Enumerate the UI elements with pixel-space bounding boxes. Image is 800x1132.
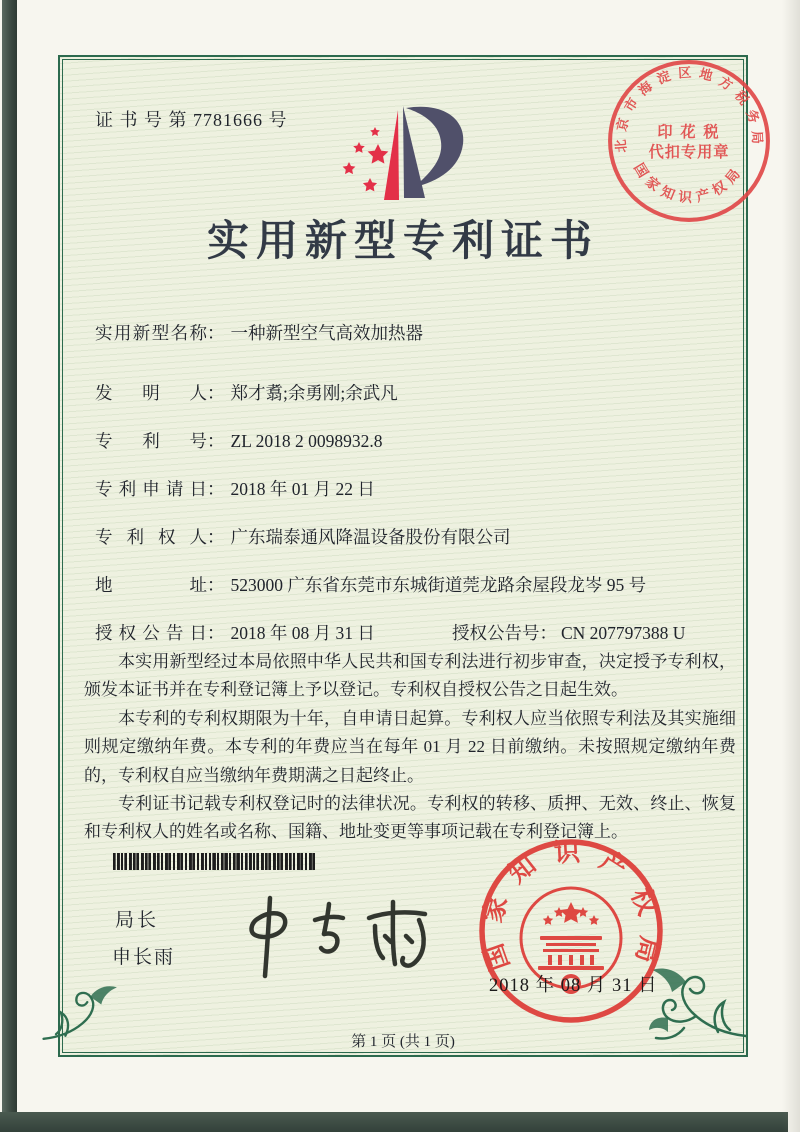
field-label: 专利权人 [95,527,207,547]
field-value: 523000 广东省东莞市东城街道莞龙路余屋段龙岑 95 号 [230,575,647,595]
field-row-inventors [95,380,398,405]
stamp-center-line1: 印 花 税 [657,123,721,141]
field-value: CN 207797388 U [561,623,686,643]
field-row-grant-date [95,620,375,645]
cnipa-logo [330,102,495,215]
field-colon: ： [539,623,557,643]
scan-bottom-edge [0,1112,788,1132]
legal-text-block [84,648,736,847]
field-value: 2018 年 08 月 31 日 [230,623,375,643]
field-value: 2018 年 01 月 22 日 [230,479,375,499]
svg-text:国家知识产权局 [631,160,743,205]
field-label: 授权公告日 [95,623,207,643]
certificate-title: 实用新型专利证书 [206,219,599,265]
field-colon: ： [207,383,225,403]
commissioner-title-label: 局长 [115,910,160,931]
field-row-filing-date [95,476,375,501]
field-colon: ： [207,479,225,499]
field-row-name [95,320,423,345]
field-label: 地址 [95,575,207,595]
field-value: 一种新型空气高效加热器 [230,323,423,343]
legal-paragraph-1: 本实用新型经过本局依照中华人民共和国专利法进行初步审查，决定授予专利权，颁发本证书并在专利登记簿上予以登记。专利权自授权公告之日起生效。 [84,652,736,700]
stamp-top-arc-text: 北京市海淀区地方税务局 [612,64,765,154]
field-label: 实用新型名称 [95,323,207,343]
stamp-center-line2: 代扣专用章 [648,144,730,162]
page-indicator: 第 1 页 (共 1 页) [351,1034,455,1050]
stamp-duty-seal [603,55,775,227]
field-label: 发明人 [95,383,207,403]
cnipa-official-seal [476,836,666,1026]
legal-paragraph-2: 本专利的专利权期限为十年，自申请日起算。专利权人应当依照专利法及其实施细则规定缴纳年费。本专利的年费应当在每年 01 月 22 日前缴纳。未按照规定缴纳年费的，专利权自应当缴纳年费期满之日起终止。 [84,708,736,785]
seal-ring-text: 国家知识产权局 [478,837,665,975]
field-colon: ： [207,527,225,547]
field-value: 郑才翥;余勇刚;余武凡 [230,383,398,403]
field-label: 专利申请日 [95,479,207,499]
field-label: 授权公告号 [452,623,540,643]
field-row-patent-number [95,428,382,453]
legal-paragraph-3: 专利证书记载专利权登记时的法律状况。专利权的转移、质押、无效、终止、恢复和专利权人的姓名或名称、国籍、地址变更等事项记载在专利登记簿上。 [84,794,736,842]
seal-date: 2018 年 08 月 31 日 [489,976,658,996]
field-label: 专利号 [95,431,207,451]
stamp-bottom-arc-text: 国家知识产权局 [631,160,743,206]
commissioner-name-label: 申长雨 [112,947,176,968]
scan-spine-shadow [2,0,17,1132]
field-colon: ： [207,431,225,451]
field-colon: ： [207,623,225,643]
field-row-address [95,572,646,597]
field-row-patentee [95,524,511,549]
field-value: 广东瑞泰通风降温设备股份有限公司 [230,527,511,547]
field-colon: ： [207,575,225,595]
certificate-number: 证 书 号 第 7781666 号 [95,110,288,130]
handwritten-signature [225,888,435,983]
barcode [113,853,315,870]
field-colon: ： [207,323,225,343]
scan-right-edge [782,0,800,1132]
field-value: ZL 2018 2 0098932.8 [230,431,383,451]
field-row-grant-number [452,620,685,645]
